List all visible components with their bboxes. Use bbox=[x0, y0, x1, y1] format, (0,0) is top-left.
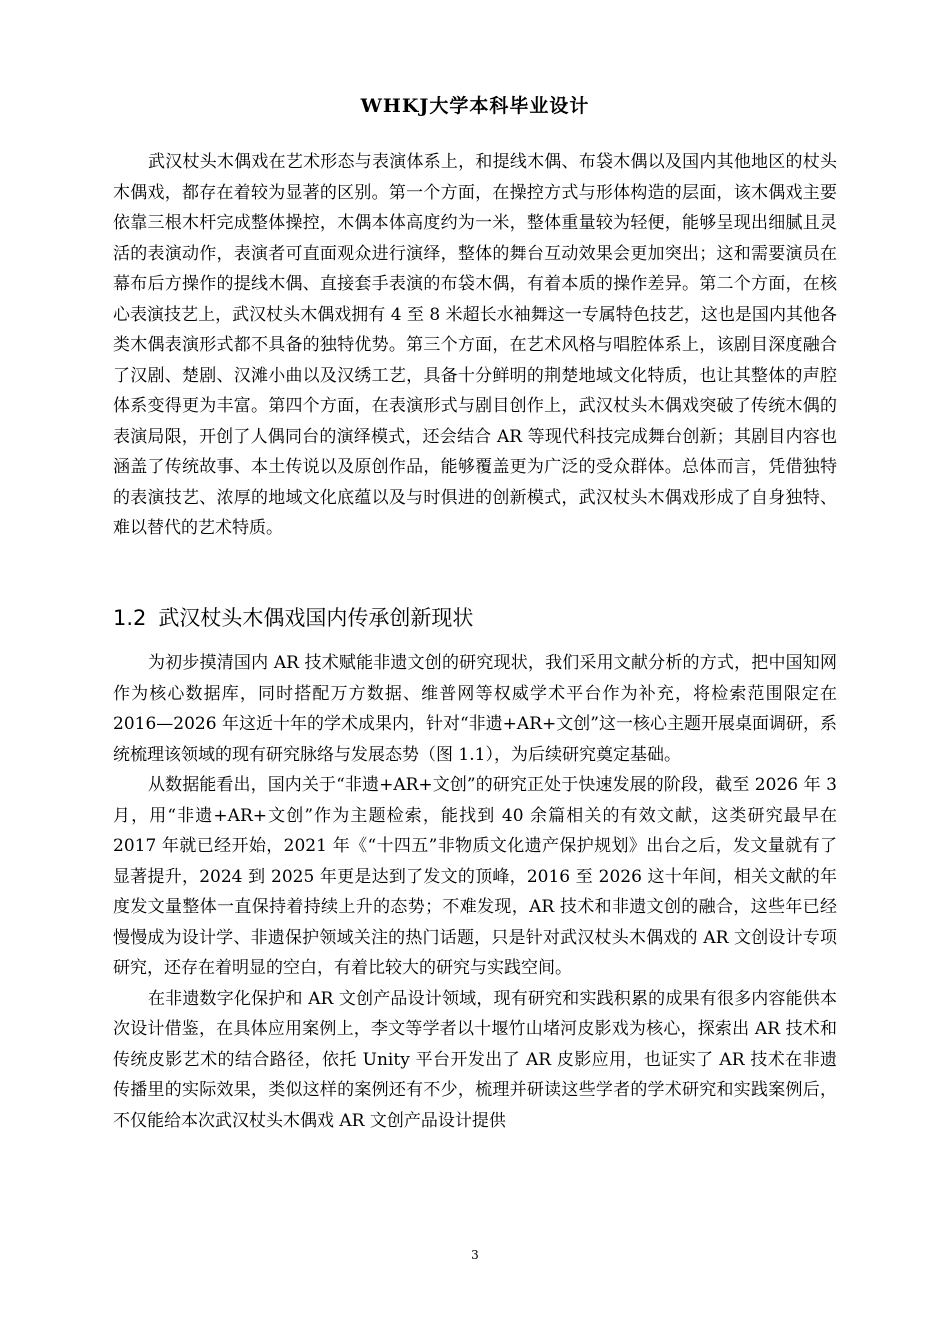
paragraph: 从数据能看出，国内关于“非遗+AR+文创”的研究正处于快速发展的阶段，截至 2026 年 3 月，用“非遗+AR+文创”作为主题检索，能找到 40 余篇相关的有效文献，这类研究最早在 2017 年就已经开始，2021 年《“十四五”非物质文化遗产保护规划》出台之后，发文量就有了显著提升，2024 到 2025 年更是达到了发文的顶峰，2016 至 2026 这十年间，相关文献的年度发文量整体一直保持着持续上升的态势；不难发现，AR 技术和非遗文创的融合，这些年已经慢慢成为设计学、非遗保护领域关注的热门话题，只是针对武汉杖头木偶戏的 AR 文创设计专项研究，还存在着明显的空白，有着比较大的研究与实践空间。 bbox=[113, 775, 837, 978]
paragraph: 为初步摸清国内 AR 技术赋能非遗文创的研究现状，我们采用文献分析的方式，把中国知网作为核心数据库，同时搭配万方数据、维普网等权威学术平台作为补充，将检索范围限定在 2016—2026 年这近十年的学术成果内，针对“非遗+AR+文创”这一核心主题开展桌面调研，系统梳理该领域的现有研究脉络与发展态势（图 1.1），为后续研究奠定基础。 bbox=[113, 653, 837, 765]
body-text-bottom bbox=[113, 648, 837, 1136]
page-header: WHKJ大学本科毕业设计 bbox=[360, 95, 590, 117]
page-number: 3 bbox=[471, 1248, 479, 1262]
section-block bbox=[113, 604, 837, 632]
section-title: 武汉杖头木偶戏国内传承创新现状 bbox=[158, 606, 474, 630]
section-number: 1.2 bbox=[113, 606, 147, 630]
body-text-top bbox=[113, 147, 837, 544]
paragraph: 在非遗数字化保护和 AR 文创产品设计领域，现有研究和实践积累的成果有很多内容能供本次设计借鉴，在具体应用案例上，李文等学者以十堰竹山堵河皮影戏为核心，探索出 AR 技术和传统皮影艺术的结合路径，依托 Unity 平台开发出了 AR 皮影应用，也证实了 AR 技术在非遗传播里的实际效果，类似这样的案例还有不少，梳理并研读这些学者的学术研究和实践案例后，不仅能给本次武汉杖头木偶戏 AR 文创产品设计提供 bbox=[113, 988, 837, 1131]
paragraph: 武汉杖头木偶戏在艺术形态与表演体系上，和提线木偶、布袋木偶以及国内其他地区的杖头木偶戏，都存在着较为显著的区别。第一个方面，在操控方式与形体构造的层面，该木偶戏主要依靠三根木杆完成整体操控，木偶本体高度约为一米，整体重量较为轻便，能够呈现出细腻且灵活的表演动作，表演者可直面观众进行演绎，整体的舞台互动效果会更加突出；这和需要演员在幕布后方操作的提线木偶、直接套手表演的布袋木偶，有着本质的操作差异。第二个方面，在核心表演技艺上，武汉杖头木偶戏拥有 4 至 8 米超长水袖舞这一专属特色技艺，这也是国内其他各类木偶表演形式都不具备的独特优势。第三个方面，在艺术风格与唱腔体系上，该剧目深度融合了汉剧、楚剧、汉滩小曲以及汉绣工艺，具备十分鲜明的荆楚地域文化特质，也让其整体的声腔体系变得更为丰富。第四个方面，在表演形式与剧目创作上，武汉杖头木偶戏突破了传统木偶的表演局限，开创了人偶同台的演绎模式，还会结合 AR 等现代科技完成舞台创新；其剧目内容也涵盖了传统故事、本土传说以及原创作品，能够覆盖更为广泛的受众群体。总体而言，凭借独特的表演技艺、浓厚的地域文化底蕴以及与时俱进的创新模式，武汉杖头木偶戏形成了自身独特、难以替代的艺术特质。 bbox=[113, 152, 837, 538]
section-heading bbox=[113, 604, 837, 632]
